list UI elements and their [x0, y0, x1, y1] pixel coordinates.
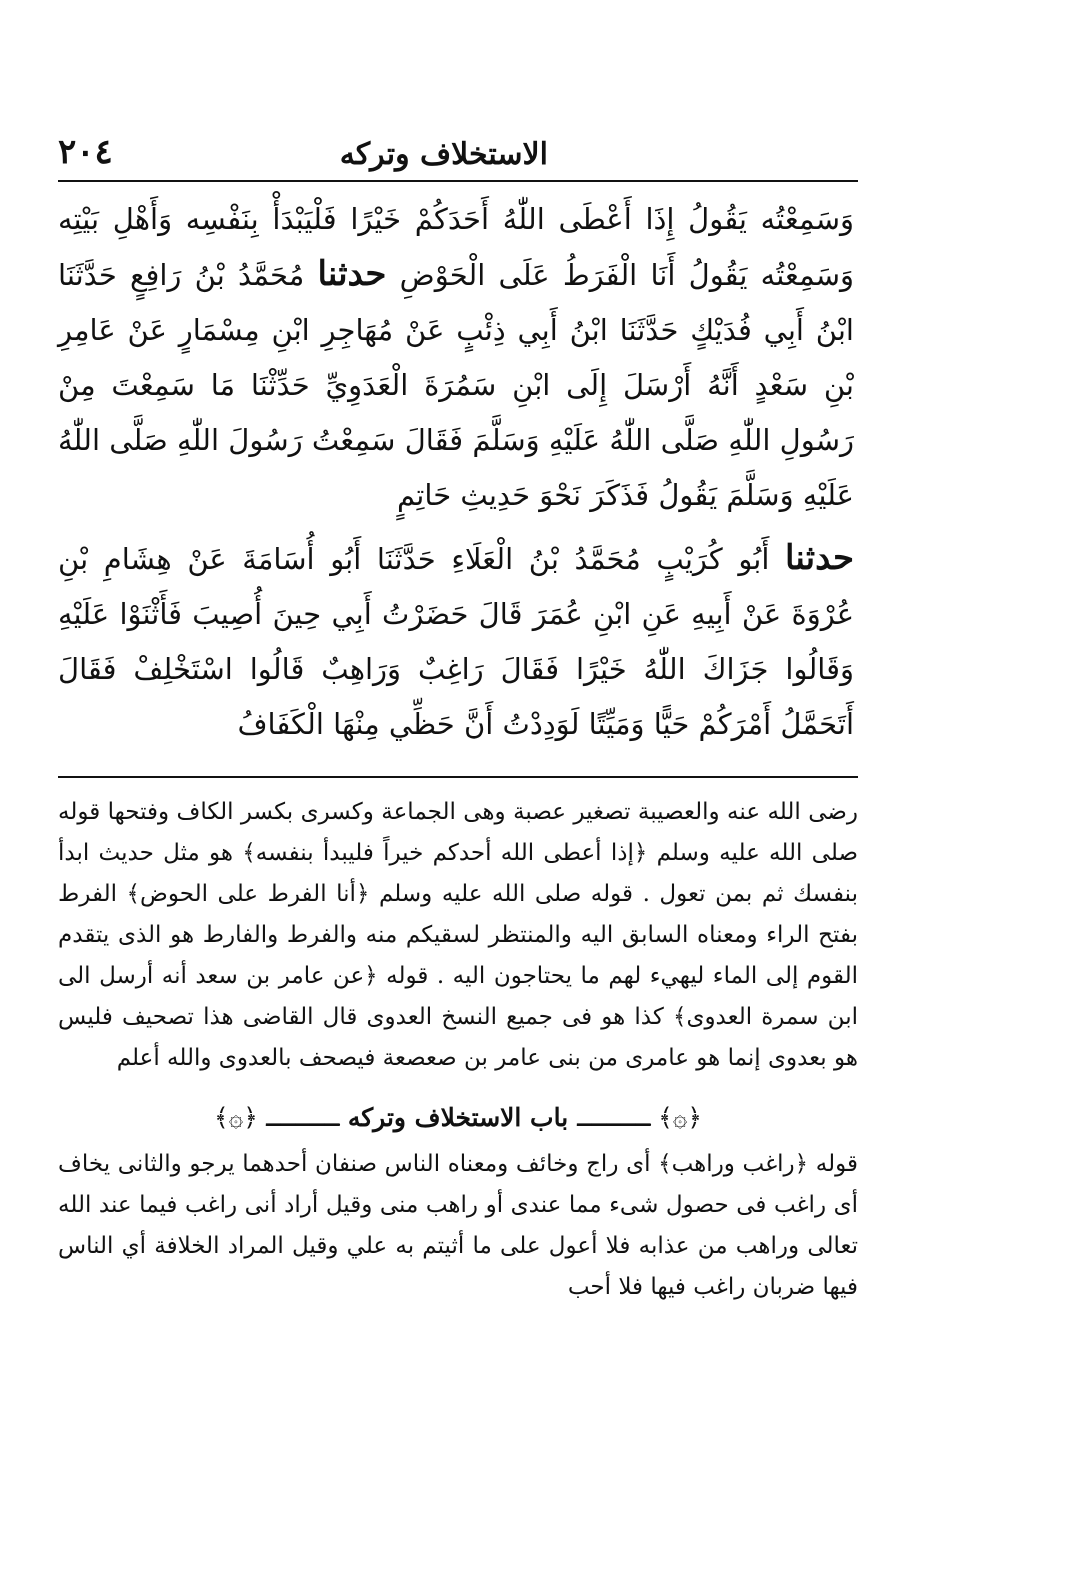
- hadith-text-segment: وَسَمِعْتُه يَقُولُ إِذَا أَعْطَى اللّٰهُ أَحَدَكُمْ خَيْرًا فَلْيَبْدَأْ بِنَفْسِه وَأَهْلِ بَيْتِه وَسَمِعْتُه يَقُولُ أَنَا الْفَرَطُ عَلَى الْحَوْضِ: [58, 202, 855, 292]
- page: [58, 110, 858, 1308]
- header-rule: [58, 180, 858, 182]
- haddathana-marker: حدثنا: [317, 254, 387, 294]
- hadith-text-segment: أَبُو كُرَيْبٍ مُحَمَّدُ بْنُ الْعَلَاءِ حَدَّثَنَا أَبُو أُسَامَةَ عَنْ هِشَامِ بْنِ عُرْوَةَ عَنْ أَبِيهِ عَنِ ابْنِ عُمَرَ قَالَ حَضَرْتُ أَبِي حِينَ أُصِيبَ فَأَثْنَوْا عَلَيْهِ وَقَالُوا جَزَاكَ اللّٰهُ خَيْرًا فَقَالَ رَاغِبٌ وَرَاهِبٌ قَالُوا اسْتَخْلِفْ فَقَالَ أَتَحَمَّلُ أَمْرَكُمْ حَيًّا وَمَيِّتًا لَوَدِدْتُ أَنَّ حَظِّي مِنْهَا الْكَفَافُ: [58, 542, 854, 741]
- commentary-paragraph-1: رضى الله عنه والعصيبة تصغير عصبة وهى الجماعة وكسرى بكسر الكاف وفتحها قوله صلى الله عليه وسلم ﴿إذا أعطى الله أحدكم خيراً فليبدأ بنفسه﴾ هو مثل حديث ابدأ بنفسك ثم بمن تعول . قوله صلى الله عليه وسلم ﴿أنا الفرط على الحوض﴾ الفرط بفتح الراء ومعناه السابق اليه والمنتظر لسقيكم منه والفرط والفارط هو الذى يتقدم القوم إلى الماء ليهيء لهم ما يحتاجون اليه . قوله ﴿عن عامر بن سعد أنه أرسل الى ابن سمرة العدوى﴾ كذا هو فى جميع النسخ العدوى قال القاضى هذا تصحيف فليس هو بعدوى إنما هو عامرى من بنى عامر بن صعصعة فيصحف بالعدوى والله أعلم: [58, 799, 858, 1071]
- hadith-text-segment: مُحَمَّدُ بْنُ رَافِعٍ حَدَّثَنَا ابْنُ أَبِي فُدَيْكٍ حَدَّثَنَا ابْنُ أَبِي ذِئْبٍ عَنْ مُهَاجِرِ ابْنِ مِسْمَارٍ عَنْ عَامِرِ بْنِ سَعْدٍ أَنَّهُ أَرْسَلَ إِلَى ابْنِ سَمُرَةَ الْعَدَوِيِّ حَدِّثْنَا مَا سَمِعْتَ مِنْ رَسُولِ اللّٰهِ صَلَّى اللّٰهُ عَلَيْهِ وَسَلَّمَ فَقَالَ سَمِعْتُ رَسُولَ اللّٰهِ صَلَّى اللّٰهُ عَلَيْهِ وَسَلَّمَ يَقُولُ فَذَكَرَ نَحْوَ حَدِيثِ حَاتِمٍ: [58, 258, 854, 512]
- hadith-text: [58, 192, 858, 752]
- haddathana-marker: حدثنا: [785, 538, 854, 578]
- ornament-icon: ـــــ ﴿۞﴾: [213, 1103, 340, 1132]
- footnote-rule: [58, 776, 858, 778]
- chapter-heading: [58, 1097, 858, 1138]
- commentary-paragraph-2: قوله ﴿راغب وراهب﴾ أى راج وخائف ومعناه الناس صنفان أحدهما يرجو والثانى يخاف أى راغب فى حصول شىء مما عندى أو راهب منى وقيل أراد أنى راغب فيما عند الله تعالى وراهب من عذابه فلا أعول على ما أثيتم به علي وقيل المراد الخلافة أي الناس فيها ضربان راغب فيها فلا أحب: [58, 1151, 858, 1300]
- running-title: الاستخلاف وتركه: [339, 137, 548, 172]
- page-number: ٢٠٤: [58, 132, 113, 172]
- running-header: [58, 110, 858, 172]
- hadith-paragraph-2: [58, 531, 854, 752]
- ornament-icon: ﴿۞﴾ ـــــ: [576, 1103, 703, 1132]
- commentary: [58, 792, 858, 1308]
- hadith-paragraph-1: [58, 192, 854, 523]
- chapter-title: باب الاستخلاف وتركه: [347, 1103, 569, 1132]
